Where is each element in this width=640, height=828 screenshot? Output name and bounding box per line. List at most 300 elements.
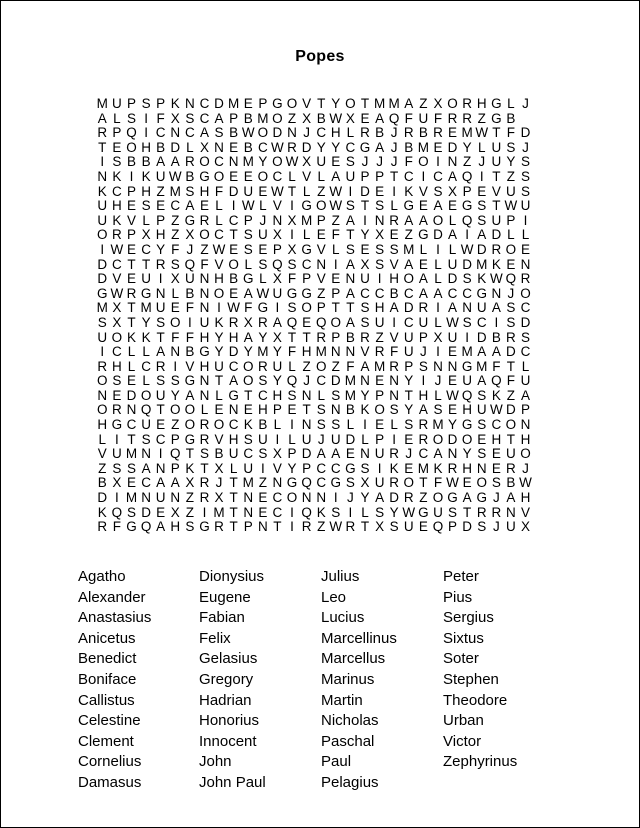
grid-letter: L bbox=[302, 183, 311, 199]
grid-letter: L bbox=[346, 125, 355, 141]
word-item: Julius bbox=[321, 568, 360, 585]
grid-letter: N bbox=[301, 387, 312, 403]
grid-letter: R bbox=[491, 504, 502, 520]
grid-letter: H bbox=[462, 402, 473, 418]
grid-letter: A bbox=[170, 475, 180, 491]
grid-letter: F bbox=[506, 125, 516, 141]
grid-letter: P bbox=[302, 271, 312, 287]
grid-letter: D bbox=[126, 387, 137, 403]
word-item: Celestine bbox=[78, 712, 141, 730]
grid-letter: G bbox=[199, 168, 210, 184]
grid-letter: M bbox=[344, 373, 357, 389]
grid-letter: B bbox=[491, 329, 501, 345]
grid-letter: I bbox=[115, 431, 119, 447]
word-item: Clement bbox=[78, 732, 134, 750]
word-item: Gelasius bbox=[199, 650, 258, 668]
grid-letter: L bbox=[434, 256, 442, 272]
grid-letter: P bbox=[243, 519, 253, 535]
grid-letter: A bbox=[141, 460, 151, 476]
grid-letter: W bbox=[256, 285, 270, 301]
grid-letter: I bbox=[348, 504, 353, 520]
grid-letter: A bbox=[214, 110, 224, 126]
grid-letter: Z bbox=[331, 358, 340, 374]
grid-letter: T bbox=[273, 519, 282, 535]
grid-letter: P bbox=[126, 227, 136, 243]
grid-letter: E bbox=[360, 241, 370, 257]
grid-letter: S bbox=[418, 358, 428, 374]
grid-letter: A bbox=[404, 96, 414, 111]
grid-letter: H bbox=[374, 300, 385, 316]
grid-letter: O bbox=[199, 154, 210, 170]
grid-letter: L bbox=[215, 387, 223, 403]
grid-letter: D bbox=[462, 256, 473, 272]
word-item: Zephyrinus bbox=[443, 753, 518, 771]
grid-letter: K bbox=[491, 256, 501, 272]
word-item: Marcellus bbox=[321, 650, 386, 668]
grid-letter: C bbox=[141, 475, 151, 491]
grid-letter: S bbox=[258, 256, 268, 272]
grid-letter: I bbox=[465, 329, 470, 345]
grid-letter: H bbox=[228, 431, 239, 447]
grid-letter: C bbox=[520, 300, 531, 316]
grid-letter: R bbox=[433, 125, 443, 141]
grid-letter: V bbox=[491, 183, 501, 199]
grid-letter: P bbox=[272, 241, 282, 257]
grid-letter: S bbox=[141, 198, 151, 214]
grid-letter: G bbox=[242, 271, 254, 287]
grid-letter: E bbox=[345, 446, 355, 462]
grid-letter: N bbox=[520, 256, 531, 272]
grid-letter: N bbox=[491, 285, 502, 301]
grid-letter: H bbox=[112, 198, 122, 214]
grid-letter: S bbox=[185, 183, 195, 199]
grid-letter: T bbox=[302, 329, 311, 345]
grid-letter: I bbox=[158, 446, 163, 462]
grid-letter: W bbox=[460, 241, 474, 257]
grid-letter: I bbox=[523, 212, 528, 228]
grid-letter: X bbox=[375, 519, 385, 535]
grid-letter: X bbox=[185, 227, 195, 243]
grid-letter: A bbox=[375, 139, 385, 155]
grid-letter: X bbox=[185, 475, 195, 491]
grid-letter: Y bbox=[258, 329, 268, 345]
grid-letter: T bbox=[463, 504, 472, 520]
grid-letter: E bbox=[433, 139, 443, 155]
grid-letter: T bbox=[302, 402, 311, 418]
grid-letter: F bbox=[185, 329, 194, 345]
grid-letter: R bbox=[155, 256, 166, 272]
grid-letter: N bbox=[155, 285, 166, 301]
grid-letter: G bbox=[461, 198, 473, 214]
word-item: Cornelius bbox=[78, 753, 142, 771]
grid-letter: U bbox=[243, 460, 254, 476]
grid-letter: F bbox=[390, 344, 399, 360]
grid-letter: T bbox=[492, 125, 501, 141]
grid-letter: X bbox=[272, 227, 282, 243]
grid-letter: H bbox=[228, 329, 239, 345]
grid-letter: D bbox=[345, 431, 356, 447]
grid-letter: G bbox=[257, 300, 269, 316]
grid-letter: I bbox=[465, 227, 470, 243]
grid-letter: Q bbox=[461, 168, 473, 184]
grid-letter: C bbox=[447, 285, 458, 301]
grid-letter: D bbox=[389, 490, 400, 506]
grid-letter: I bbox=[100, 241, 105, 257]
grid-letter: N bbox=[199, 285, 210, 301]
grid-letter: U bbox=[112, 446, 122, 462]
grid-letter: H bbox=[257, 402, 268, 418]
grid-letter: S bbox=[360, 460, 370, 476]
grid-letter: O bbox=[432, 212, 444, 228]
grid-letter: L bbox=[215, 212, 223, 228]
grid-letter: O bbox=[111, 329, 123, 345]
grid-letter: Y bbox=[156, 241, 166, 257]
grid-letter: E bbox=[491, 460, 501, 476]
grid-letter: O bbox=[432, 431, 444, 447]
grid-letter: C bbox=[214, 154, 224, 170]
grid-letter: N bbox=[447, 154, 458, 170]
grid-letter: J bbox=[522, 96, 529, 111]
grid-letter: K bbox=[491, 387, 501, 403]
grid-letter: U bbox=[520, 198, 531, 214]
grid-letter: X bbox=[141, 227, 151, 243]
grid-letter: C bbox=[316, 373, 327, 389]
word-item: Martin bbox=[321, 691, 363, 709]
grid-letter: C bbox=[170, 198, 181, 214]
grid-letter: W bbox=[446, 387, 459, 403]
grid-letter: F bbox=[492, 358, 501, 374]
grid-letter: W bbox=[329, 519, 343, 535]
grid-letter: B bbox=[229, 271, 239, 287]
grid-letter: P bbox=[521, 402, 531, 418]
grid-letter: Y bbox=[141, 314, 151, 330]
grid-letter: A bbox=[433, 285, 443, 301]
grid-letter: I bbox=[479, 168, 484, 184]
grid-letter: A bbox=[156, 154, 166, 170]
grid-letter: E bbox=[170, 300, 180, 316]
grid-letter: K bbox=[97, 183, 107, 199]
grid-letter: O bbox=[257, 125, 269, 141]
grid-letter: Z bbox=[287, 110, 297, 126]
grid-letter: A bbox=[477, 344, 487, 360]
grid-letter: M bbox=[373, 358, 386, 374]
grid-letter: L bbox=[259, 271, 267, 287]
grid-letter: X bbox=[243, 314, 253, 330]
grid-letter: O bbox=[301, 300, 312, 316]
grid-letter: C bbox=[184, 125, 195, 141]
grid-letter: L bbox=[171, 285, 180, 301]
grid-letter: A bbox=[185, 198, 195, 214]
grid-letter: P bbox=[258, 96, 268, 111]
grid-letter: U bbox=[155, 490, 166, 506]
grid-letter: T bbox=[360, 519, 370, 535]
grid-letter: N bbox=[141, 446, 151, 462]
grid-row bbox=[95, 445, 533, 460]
grid-letter: J bbox=[303, 373, 310, 389]
grid-letter: Q bbox=[140, 402, 152, 418]
grid-letter: O bbox=[242, 358, 254, 374]
grid-letter: O bbox=[432, 490, 444, 506]
grid-letter: P bbox=[302, 460, 312, 476]
grid-letter: P bbox=[170, 460, 180, 476]
grid-letter: X bbox=[272, 329, 282, 345]
grid-letter: U bbox=[447, 256, 458, 272]
grid-letter: R bbox=[199, 212, 210, 228]
grid-letter: R bbox=[112, 227, 122, 243]
grid-letter: C bbox=[403, 314, 414, 330]
grid-letter: O bbox=[97, 227, 108, 243]
grid-letter: J bbox=[390, 154, 398, 170]
grid-letter: R bbox=[403, 125, 414, 141]
word-item: Anicetus bbox=[78, 629, 136, 647]
grid-letter: Q bbox=[286, 373, 298, 389]
grid-letter: E bbox=[418, 519, 428, 535]
grid-letter: L bbox=[302, 227, 311, 243]
grid-letter: D bbox=[506, 402, 516, 418]
grid-letter: V bbox=[214, 431, 224, 447]
grid-letter: C bbox=[316, 125, 327, 141]
grid-letter: R bbox=[447, 110, 458, 126]
grid-letter: J bbox=[259, 212, 267, 228]
grid-letter: M bbox=[96, 96, 108, 111]
grid-letter: U bbox=[97, 198, 108, 214]
word-item: Damasus bbox=[78, 773, 142, 791]
grid-letter: P bbox=[156, 212, 166, 228]
grid-letter: R bbox=[374, 344, 385, 360]
grid-letter: R bbox=[199, 475, 210, 491]
grid-letter: C bbox=[257, 139, 268, 155]
word-item: Agatho bbox=[78, 568, 126, 585]
grid-letter: F bbox=[287, 271, 297, 287]
word-item: Theodore bbox=[443, 691, 508, 709]
grid-letter: A bbox=[404, 212, 414, 228]
grid-letter: D bbox=[447, 139, 458, 155]
grid-letter: X bbox=[302, 154, 312, 170]
grid-letter: T bbox=[331, 300, 340, 316]
grid-letter: S bbox=[112, 154, 122, 170]
grid-letter: X bbox=[214, 460, 224, 476]
grid-letter: U bbox=[243, 183, 254, 199]
word-item: Pelagius bbox=[321, 773, 379, 791]
grid-letter: Q bbox=[126, 125, 137, 141]
grid-letter: B bbox=[185, 344, 195, 360]
grid-letter: B bbox=[345, 329, 355, 345]
grid-letter: A bbox=[156, 519, 166, 535]
grid-letter: E bbox=[287, 402, 297, 418]
grid-letter: S bbox=[126, 504, 136, 520]
grid-letter: I bbox=[377, 460, 382, 476]
grid-letter: C bbox=[112, 183, 122, 199]
grid-letter: Z bbox=[506, 168, 516, 184]
grid-letter: H bbox=[155, 227, 166, 243]
grid-letter: S bbox=[521, 183, 531, 199]
grid-letter: W bbox=[402, 504, 416, 520]
grid-row bbox=[95, 343, 533, 358]
grid-letter: O bbox=[257, 168, 269, 184]
grid-letter: A bbox=[404, 256, 414, 272]
grid-letter: W bbox=[212, 241, 226, 257]
grid-letter: K bbox=[316, 504, 326, 520]
grid-letter: P bbox=[126, 183, 136, 199]
grid-letter: X bbox=[302, 110, 312, 126]
grid-letter: G bbox=[301, 241, 312, 257]
grid-letter: W bbox=[446, 314, 459, 330]
grid-letter: S bbox=[287, 256, 297, 272]
grid-letter: E bbox=[112, 387, 122, 403]
grid-letter: A bbox=[170, 154, 180, 170]
grid-letter: S bbox=[375, 256, 385, 272]
grid-row bbox=[95, 226, 533, 241]
grid-letter: V bbox=[126, 212, 136, 228]
grid-letter: E bbox=[477, 183, 487, 199]
grid-letter: F bbox=[404, 110, 413, 126]
grid-letter: F bbox=[171, 241, 180, 257]
grid-letter: N bbox=[476, 460, 487, 476]
grid-letter: R bbox=[345, 519, 356, 535]
grid-letter: R bbox=[389, 446, 400, 462]
grid-letter: O bbox=[228, 256, 239, 272]
grid-letter: O bbox=[170, 402, 181, 418]
grid-letter: C bbox=[520, 344, 531, 360]
grid-letter: Z bbox=[463, 154, 472, 170]
grid-letter: M bbox=[373, 96, 386, 111]
grid-letter: V bbox=[214, 256, 224, 272]
grid-letter: S bbox=[345, 154, 355, 170]
grid-letter: G bbox=[228, 387, 239, 403]
grid-letter: J bbox=[478, 154, 486, 170]
grid-letter: N bbox=[228, 154, 239, 170]
grid-letter: A bbox=[345, 285, 355, 301]
grid-letter: F bbox=[200, 256, 209, 272]
grid-letter: K bbox=[477, 271, 487, 287]
grid-letter: D bbox=[360, 183, 370, 199]
grid-letter: S bbox=[126, 460, 136, 476]
grid-letter: S bbox=[360, 314, 370, 330]
grid-letter: W bbox=[329, 183, 343, 199]
grid-letter: W bbox=[489, 402, 503, 418]
grid-letter: H bbox=[330, 125, 341, 141]
grid-letter: B bbox=[506, 110, 516, 126]
grid-letter: J bbox=[434, 373, 442, 389]
grid-letter: U bbox=[316, 154, 327, 170]
word-item: John bbox=[199, 753, 232, 771]
grid-letter: O bbox=[315, 358, 327, 374]
grid-letter: N bbox=[316, 256, 327, 272]
grid-letter: G bbox=[345, 460, 356, 476]
grid-letter: M bbox=[257, 344, 269, 360]
grid-letter: N bbox=[199, 300, 210, 316]
grid-letter: W bbox=[168, 168, 182, 184]
grid-letter: R bbox=[228, 314, 239, 330]
grid-letter: J bbox=[390, 139, 398, 155]
grid-letter: O bbox=[272, 154, 283, 170]
grid-letter: Q bbox=[315, 314, 327, 330]
grid-letter: J bbox=[376, 154, 383, 170]
grid-letter: D bbox=[520, 314, 531, 330]
grid-letter: R bbox=[214, 519, 224, 535]
grid-letter: J bbox=[419, 344, 427, 360]
grid-letter: C bbox=[462, 285, 473, 301]
grid-letter: I bbox=[494, 314, 499, 330]
grid-letter: S bbox=[491, 475, 501, 491]
grid-letter: A bbox=[156, 344, 166, 360]
grid-letter: N bbox=[97, 168, 108, 184]
grid-letter: T bbox=[506, 358, 516, 374]
grid-letter: U bbox=[462, 373, 473, 389]
grid-letter: S bbox=[345, 475, 355, 491]
grid-letter: P bbox=[126, 96, 136, 111]
grid-letter: A bbox=[506, 490, 516, 506]
grid-letter: N bbox=[520, 417, 531, 433]
grid-letter: Q bbox=[301, 475, 312, 491]
grid-letter: X bbox=[360, 475, 370, 491]
grid-letter: H bbox=[520, 431, 531, 447]
grid-letter: X bbox=[112, 314, 122, 330]
grid-letter: Z bbox=[171, 227, 180, 243]
grid-letter: M bbox=[125, 490, 138, 506]
grid-letter: C bbox=[228, 358, 239, 374]
grid-letter: E bbox=[229, 168, 239, 184]
grid-letter: O bbox=[505, 417, 517, 433]
grid-letter: D bbox=[97, 271, 108, 287]
grid-letter: O bbox=[505, 241, 517, 257]
grid-letter: A bbox=[418, 271, 428, 287]
word-item: Marinus bbox=[321, 670, 375, 688]
grid-letter: D bbox=[214, 96, 224, 111]
grid-letter: A bbox=[156, 475, 166, 491]
grid-letter: I bbox=[436, 241, 440, 257]
grid-letter: W bbox=[329, 110, 343, 126]
grid-letter: E bbox=[477, 431, 487, 447]
grid-letter: G bbox=[418, 227, 429, 243]
grid-row bbox=[95, 329, 533, 344]
grid-letter: Z bbox=[404, 227, 413, 243]
grid-row bbox=[95, 431, 533, 446]
grid-letter: N bbox=[199, 373, 210, 389]
grid-letter: Z bbox=[185, 504, 194, 520]
grid-letter: I bbox=[100, 344, 105, 360]
grid-letter: E bbox=[126, 241, 136, 257]
grid-row bbox=[95, 256, 533, 271]
grid-letter: O bbox=[213, 285, 225, 301]
grid-letter: E bbox=[126, 271, 136, 287]
grid-letter: D bbox=[228, 183, 239, 199]
grid-letter: U bbox=[506, 519, 516, 535]
grid-row bbox=[95, 285, 533, 300]
grid-letter: E bbox=[156, 417, 166, 433]
grid-letter: N bbox=[462, 300, 473, 316]
grid-letter: Y bbox=[506, 154, 516, 170]
grid-letter: E bbox=[214, 402, 224, 418]
grid-letter: H bbox=[141, 183, 151, 199]
grid-letter: E bbox=[229, 139, 239, 155]
grid-letter: C bbox=[155, 125, 166, 141]
grid-letter: E bbox=[448, 373, 458, 389]
grid-letter: K bbox=[185, 460, 195, 476]
grid-letter: S bbox=[156, 373, 166, 389]
grid-letter: X bbox=[112, 300, 122, 316]
grid-letter: H bbox=[301, 344, 312, 360]
grid-row bbox=[95, 124, 533, 139]
grid-letter: E bbox=[126, 373, 136, 389]
grid-letter: U bbox=[257, 431, 268, 447]
grid-letter: S bbox=[389, 402, 399, 418]
grid-letter: D bbox=[433, 227, 443, 243]
grid-letter: S bbox=[316, 402, 326, 418]
grid-letter: I bbox=[290, 198, 294, 214]
grid-letter: I bbox=[275, 300, 280, 316]
grid-letter: Y bbox=[448, 417, 458, 433]
